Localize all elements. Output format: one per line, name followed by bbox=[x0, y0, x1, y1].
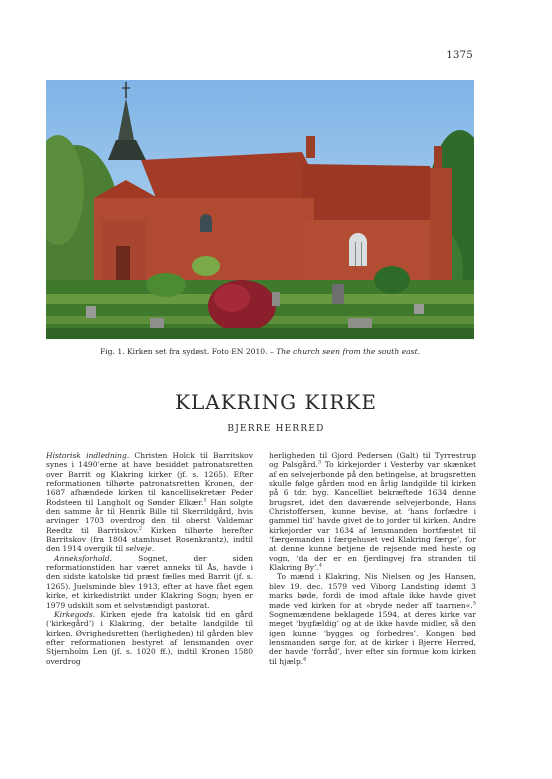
figure-caption bbox=[46, 347, 474, 357]
paragraph-text: Han solgte den samme år til Henrik Bille til Skerrildgård, hvis arvinger 1703 overdrog den til oberst Valdemar Reedtz til Barritskov. bbox=[46, 497, 253, 535]
footnote-ref: 6 bbox=[303, 656, 307, 663]
footnote-ref: 3 bbox=[317, 459, 321, 466]
page-number: 1375 bbox=[446, 50, 473, 61]
page-title: KLAKRING KIRKE bbox=[175, 390, 377, 414]
paragraph-text: To kirkejorder i Vesterby var skænket af en selvejerbonde på den betingelse, at brugsretten skulle følge gården mod en årlig landgilde til kirken på 6 tdr. byg. Kancelliet bekræftede 1634 denne brugsret, idet den daværende selvejerbonde, Hans Christoffersen, kunne bevise, at ‘hans forfædre i gammel tid’ havde givet de to jorder til kirken. Andre kirkejorder var 1634 af lensmanden bortfæstet til ‘færgemanden i færgehuset ved Klakring færge’, for at denne kunne betjene de rejsende med heste og vogn, ‘da der er en fjerdingvej fra stranden til Klakring By’. bbox=[269, 460, 477, 573]
paragraph-italic: selveje. bbox=[125, 544, 155, 554]
paragraph-text: herligheden til Gjord Pedersen (Galt) til Tyrrestrup og Palsgård. bbox=[269, 451, 476, 470]
paragraph-text: Christen Holck til Barritskov synes i 1490’erne at have besiddet patronatsretten over Barrit og Klakring kirker (jf. s. 1265). Efter reformationen tilhørte patronatsretten Kronen, der 1687 afhændede kirken til kancellisekretær Peder Rodsteen til Langholt og Sønder Elkær. bbox=[46, 451, 253, 507]
paragraph-lead: Kirkegods. bbox=[54, 609, 96, 619]
paragraph-lead: Anneksforhold. bbox=[54, 553, 113, 563]
paragraph-church-estate bbox=[46, 610, 253, 666]
paragraph-text: Kirken tilhørte herefter Barritskov (fra 1804 stamhuset Rosenkrantz), indtil den 1914 overgik til bbox=[46, 525, 253, 554]
paragraph-text: To mænd i Klakring, Nis Nielsen og Jes Hansen, blev 19. dec. 1579 ved Viborg Landsting idømt 3 marks bøde, fordi de imod aftale ikke havde givet møde ved kirken for at »bryde neder aff taarnen«. bbox=[269, 572, 476, 610]
text-column-right bbox=[269, 451, 476, 666]
text-column-left bbox=[46, 451, 253, 666]
footnote-ref: 5 bbox=[472, 599, 476, 606]
caption-danish: Fig. 1. Kirken set fra sydøst. Foto EN 2010. – bbox=[99, 347, 274, 356]
paragraph-lead: Historisk indledning. bbox=[46, 451, 130, 460]
paragraph-tower bbox=[269, 572, 476, 665]
footnote-ref: 4 bbox=[318, 562, 323, 569]
church-photo bbox=[46, 80, 474, 339]
footnote-ref: 1 bbox=[203, 497, 207, 504]
footnote-ref: 2 bbox=[138, 525, 143, 532]
paragraph-historical-intro bbox=[46, 451, 253, 554]
paragraph-text: Sognet, der siden reformationstiden har været anneks til Ås, havde i den sidste katolske tid præst fælles med Barrit (jf. s. 1265). Juelsminde blev 1913, efter at have fået egen kirke, et kirkedistrikt under Klakring Sogn; byen er 1979 udskilt som et selvstændigt pastorat. bbox=[46, 553, 253, 610]
paragraph-annex bbox=[46, 554, 253, 610]
caption-english: The church seen from the south east. bbox=[276, 347, 421, 356]
paragraph-text: Kirken ejede fra katolsk tid en gård (‘kirkegård’) i Klakring, der betalte landgilde til kirken. Øvrighedsretten (herligheden) til gården blev efter reformationen bestyret af lensmanden over Stjernholm Len (jf. s. 1020 ff.), indtil Kronen 1580 overdrog bbox=[46, 609, 253, 666]
page-subtitle: BJERRE HERRED bbox=[227, 424, 325, 434]
paragraph-continuation bbox=[269, 451, 476, 572]
paragraph-text: Sognemændene beklagede 1594, at deres kirke var meget ‘bygfældig’ og at de ikke havde midler, så den igen kunne ‘bygges og forbedres’. Kongen bød lensmanden sørge for, at de kirker i Bjerre Herred, der havde ‘forråd’, hver efter sin formue kom kirken til hjælp. bbox=[269, 609, 476, 666]
